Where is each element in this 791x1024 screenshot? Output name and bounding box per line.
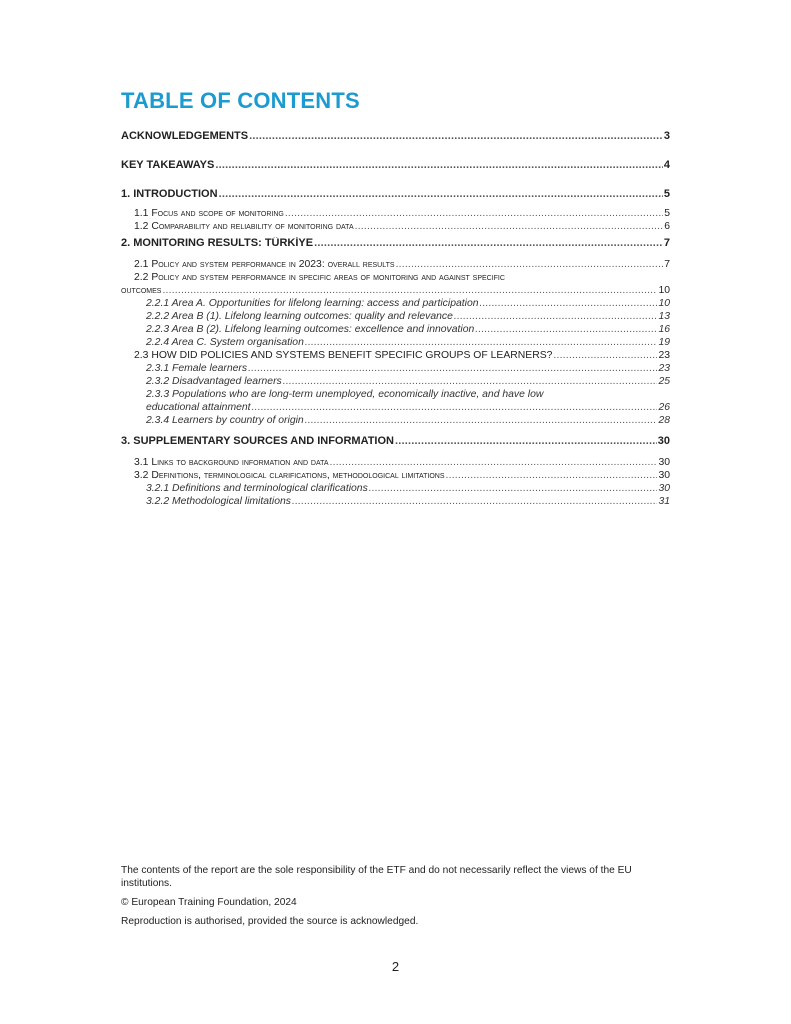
- toc-entry-focus-scope[interactable]: 1.1 Focus and scope of monitoring ..... 5: [121, 207, 670, 220]
- toc-entry-groups[interactable]: 2.3 HOW DID POLICIES AND SYSTEMS BENEFIT SPECIFIC GROUPS OF LEARNERS? ..... 23: [121, 349, 670, 362]
- disclaimer-text: The contents of the report are the sole responsibility of the ETF and do not necessarily reflect the views of the EU institutions.: [121, 865, 632, 889]
- copyright-text: © European Training Foundation, 2024: [121, 897, 297, 908]
- toc-entry-disadvantaged[interactable]: 2.3.2 Disadvantaged learners ..... 25: [121, 375, 670, 388]
- toc-entry-unemployed-line2[interactable]: educational attainment ..... 26: [121, 401, 670, 414]
- page-number: 2: [391, 959, 400, 974]
- toc-entry-def-clar[interactable]: 3.2.1 Definitions and terminological clarifications ..... 30: [121, 482, 670, 495]
- toc-entry-area-b1[interactable]: 2.2.2 Area B (1). Lifelong learning outcomes: quality and relevance ..... 13: [121, 310, 670, 323]
- toc-entry-acknowledgements[interactable]: ACKNOWLEDGEMENTS ..... 3: [121, 130, 670, 143]
- toc-entry-introduction[interactable]: 1. INTRODUCTION ..... 5: [121, 188, 670, 201]
- footer-notes: [121, 864, 681, 934]
- toc-entry-key-takeaways[interactable]: KEY TAKEAWAYS ..... 4: [121, 159, 670, 172]
- toc-entry-area-c[interactable]: 2.2.4 Area C. System organisation ..... 19: [121, 336, 670, 349]
- toc-entry-policy-specific-line1[interactable]: 2.2 Policy and system performance in specific areas of monitoring and against specific: [134, 272, 505, 283]
- toc-entry-country-origin[interactable]: 2.3.4 Learners by country of origin ..... 28: [121, 414, 670, 427]
- toc-entry-unemployed-line1[interactable]: 2.3.3 Populations who are long-term unemployed, economically inactive, and have low: [146, 389, 544, 400]
- toc-entry-comparability[interactable]: 1.2 Comparability and reliability of monitoring data ..... 6: [121, 220, 670, 233]
- toc-entry-policy-specific-line2[interactable]: outcomes ..... 10: [121, 284, 670, 297]
- toc-entry-female[interactable]: 2.3.1 Female learners ..... 23: [121, 362, 670, 375]
- toc-entry-method-lim[interactable]: 3.2.2 Methodological limitations ..... 31: [121, 495, 670, 508]
- toc-entry-area-a[interactable]: 2.2.1 Area A. Opportunities for lifelong learning: access and participation ..... 10: [121, 297, 670, 310]
- toc-entry-definitions[interactable]: 3.2 Definitions, terminological clarifications, methodological limitations ..... 30: [121, 469, 670, 482]
- toc-entry-links[interactable]: 3.1 Links to background information and data ..... 30: [121, 456, 670, 469]
- toc-entry-policy-2023[interactable]: 2.1 Policy and system performance in 2023: overall results ..... 7: [121, 258, 670, 271]
- toc-title: TABLE OF CONTENTS: [121, 88, 360, 113]
- toc-entry-monitoring-results[interactable]: 2. MONITORING RESULTS: TÜRKİYE ..... 7: [121, 237, 670, 250]
- toc-entry-area-b2[interactable]: 2.2.3 Area B (2). Lifelong learning outcomes: excellence and innovation ..... 16: [121, 323, 670, 336]
- reproduction-text: Reproduction is authorised, provided the source is acknowledged.: [121, 916, 419, 927]
- table-of-contents: [121, 130, 670, 508]
- toc-entry-supplementary[interactable]: 3. SUPPLEMENTARY SOURCES AND INFORMATION ..... 30: [121, 435, 670, 448]
